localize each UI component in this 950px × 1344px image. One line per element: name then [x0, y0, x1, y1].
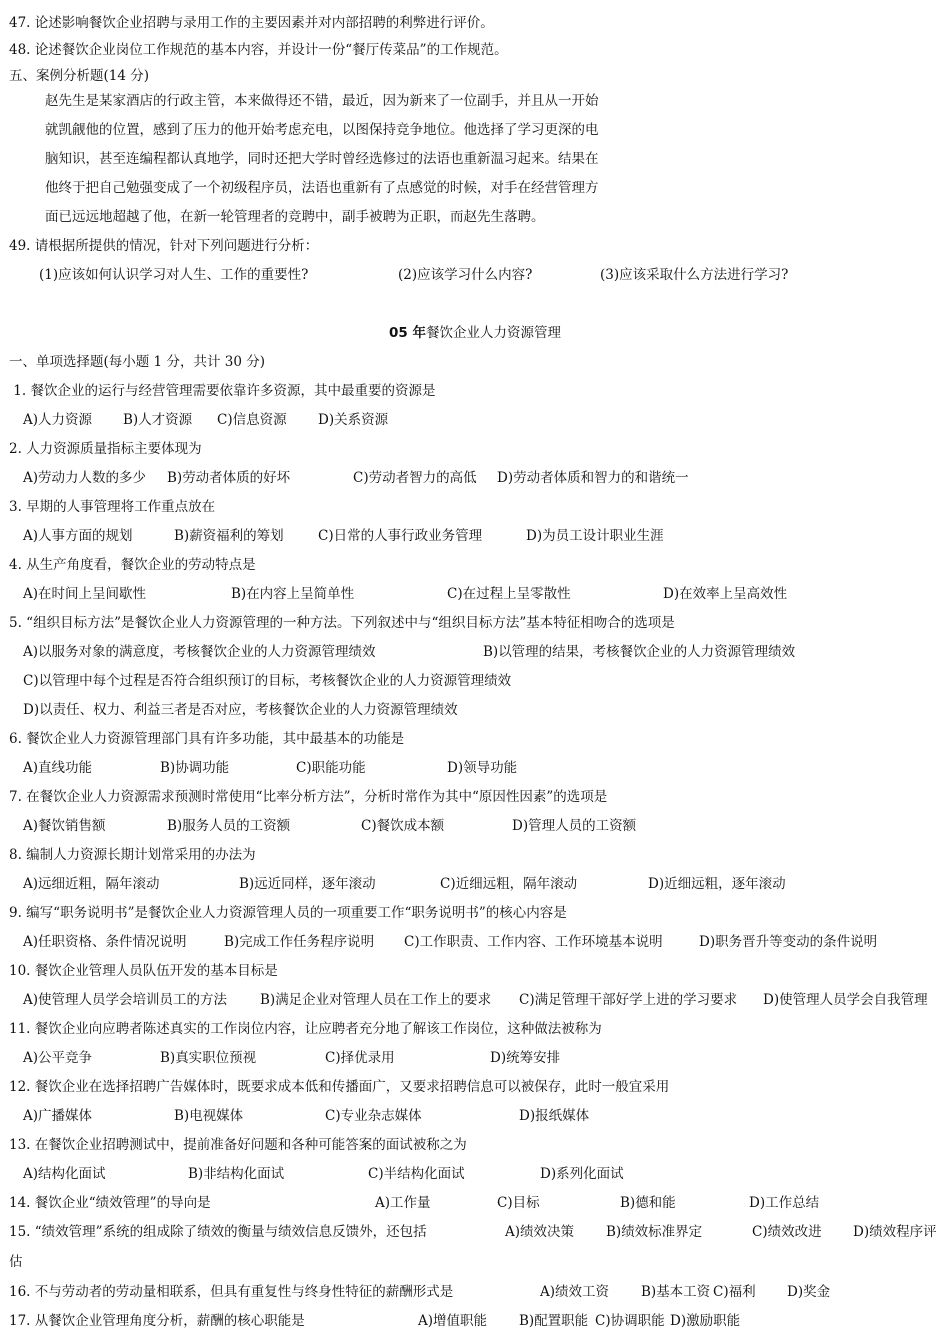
section-1-heading: 一、单项选择题(每小题 1 分，共计 30 分): [9, 354, 265, 370]
question-47: 47. 论述影响餐饮企业招聘与录用工作的主要因素并对内部招聘的利弊进行评价。: [9, 15, 494, 31]
option: A)绩效工资: [540, 1284, 610, 1300]
question: 1. 餐饮企业的运行与经营管理需要依靠许多资源，其中最重要的资源是: [9, 383, 436, 399]
option: A)远细近粗，隔年滚动: [23, 876, 160, 892]
option: D)报纸媒体: [519, 1108, 590, 1124]
option: D)统筹安排: [490, 1050, 561, 1066]
option: A)人力资源: [23, 412, 93, 428]
option: A)增值职能: [418, 1313, 488, 1329]
option: D)奖金: [787, 1284, 831, 1300]
option: D)职务晋升等变动的条件说明: [699, 934, 878, 950]
option: D)劳动者体质和智力的和谐统一: [497, 470, 689, 486]
option: C)在过程上呈零散性: [447, 586, 571, 602]
question: 2. 人力资源质量指标主要体现为: [9, 441, 202, 457]
option: D)以责任、权力、利益三者是否对应，考核餐饮企业的人力资源管理绩效: [23, 702, 458, 718]
option: A)以服务对象的满意度，考核餐饮企业的人力资源管理绩效: [23, 644, 376, 660]
option: D)为员工设计职业生涯: [526, 528, 664, 544]
option: A)工作量: [375, 1195, 431, 1211]
question: 5. “组织目标方法”是餐饮企业人力资源管理的一种方法。下列叙述中与“组织目标方法”基本特征相吻合的选项是: [9, 615, 675, 631]
option: A)劳动力人数的多少: [23, 470, 147, 486]
question: 4. 从生产角度看，餐饮企业的劳动特点是: [9, 557, 256, 573]
question: 8. 编制人力资源长期计划常采用的办法为: [9, 847, 256, 863]
option: B)满足企业对管理人员在工作上的要求: [260, 992, 492, 1008]
case-text-line: 就凯觎他的位置，感到了压力的他开始考虑充电，以图保持竞争地位。他选择了学习更深的电: [45, 122, 599, 138]
option: C)劳动者智力的高低: [353, 470, 477, 486]
question: 15. “绩效管理”系统的组成除了绩效的衡量与绩效信息反馈外，还包括: [9, 1224, 427, 1240]
exam-year: 05 年: [389, 325, 426, 341]
option: B)完成工作任务程序说明: [224, 934, 375, 950]
option: B)协调功能: [160, 760, 230, 776]
exam-name: 餐饮企业人力资源管理: [426, 325, 561, 341]
option: D)系列化面试: [540, 1166, 624, 1182]
question-48: 48. 论述餐饮企业岗位工作规范的基本内容，并设计一份“餐厅传菜品”的工作规范。: [9, 42, 508, 58]
option: D)工作总结: [749, 1195, 820, 1211]
option-continuation: 估: [9, 1254, 23, 1270]
option: B)真实职位预视: [160, 1050, 257, 1066]
exam-title: [0, 324, 950, 342]
section-5-heading: 五、案例分析题(14 分): [9, 68, 150, 84]
option: D)近细远粗，逐年滚动: [648, 876, 786, 892]
option: C)以管理中每个过程是否符合组织预订的目标，考核餐饮企业的人力资源管理绩效: [23, 673, 512, 689]
option: C)日常的人事行政业务管理: [318, 528, 483, 544]
option: C)目标: [497, 1195, 540, 1211]
option: B)劳动者体质的好坏: [167, 470, 291, 486]
case-text-line: 他终于把自己勉强变成了一个初级程序员，法语也重新有了点感觉的时候，对手在经营管理方: [45, 180, 599, 196]
question: 17. 从餐饮企业管理角度分析，薪酬的核心职能是: [9, 1313, 305, 1329]
option: B)配置职能: [519, 1313, 589, 1329]
option: A)广播媒体: [23, 1108, 93, 1124]
option: D)领导功能: [447, 760, 518, 776]
question: 14. 餐饮企业“绩效管理”的导向是: [9, 1195, 211, 1211]
option: C)半结构化面试: [368, 1166, 465, 1182]
case-text-line: 脑知识，甚至连编程都认真地学，同时还把大学时曾经选修过的法语也重新温习起来。结果在: [45, 151, 599, 167]
option: D)在效率上呈高效性: [663, 586, 788, 602]
question: 3. 早期的人事管理将工作重点放在: [9, 499, 216, 515]
q49-part-2: (2)应该学习什么内容?: [398, 267, 533, 283]
option: D)激励职能: [670, 1313, 741, 1329]
option: A)绩效决策: [505, 1224, 575, 1240]
option: B)以管理的结果，考核餐饮企业的人力资源管理绩效: [483, 644, 796, 660]
q49-part-1: (1)应该如何认识学习对人生、工作的重要性?: [39, 267, 309, 283]
option: C)择优录用: [325, 1050, 395, 1066]
option: B)服务人员的工资额: [167, 818, 291, 834]
option: C)绩效改进: [752, 1224, 822, 1240]
option: D)绩效程序评: [853, 1224, 937, 1240]
option: B)绩效标准界定: [606, 1224, 703, 1240]
option: C)餐饮成本额: [361, 818, 445, 834]
option: B)德和能: [620, 1195, 676, 1211]
option: A)直线功能: [23, 760, 93, 776]
option: C)福利: [713, 1284, 756, 1300]
option: B)在内容上呈简单性: [231, 586, 355, 602]
option: A)公平竞争: [23, 1050, 93, 1066]
option: A)人事方面的规划: [23, 528, 133, 544]
question: 13. 在餐饮企业招聘测试中，提前准备好问题和各种可能答案的面试被称之为: [9, 1137, 467, 1153]
option: C)满足管理干部好学上进的学习要求: [519, 992, 738, 1008]
option: A)餐饮销售额: [23, 818, 106, 834]
option: D)关系资源: [318, 412, 389, 428]
option: A)结构化面试: [23, 1166, 106, 1182]
case-text-line: 赵先生是某家酒店的行政主管，本来做得还不错，最近，因为新来了一位副手，并且从一开始: [45, 93, 599, 109]
question: 7. 在餐饮企业人力资源需求预测时常使用“比率分析方法”，分析时常作为其中“原因性因素”的选项是: [9, 789, 608, 805]
option: B)人才资源: [123, 412, 193, 428]
option: C)协调职能: [595, 1313, 665, 1329]
option: B)薪资福利的筹划: [174, 528, 284, 544]
option: C)近细远粗，隔年滚动: [440, 876, 578, 892]
question: 9. 编写“职务说明书”是餐饮企业人力资源管理人员的一项重要工作“职务说明书”的核心内容是: [9, 905, 567, 921]
option: B)非结构化面试: [188, 1166, 285, 1182]
option: C)信息资源: [217, 412, 287, 428]
option: D)使管理人员学会自我管理: [763, 992, 928, 1008]
option: C)专业杂志媒体: [325, 1108, 422, 1124]
option: C)职能功能: [296, 760, 366, 776]
case-text-line: 面已远远地超越了他，在新一轮管理者的竞聘中，副手被聘为正职，而赵先生落聘。: [45, 209, 545, 225]
question: 11. 餐饮企业向应聘者陈述真实的工作岗位内容，让应聘者充分地了解该工作岗位，这种做法被称为: [9, 1021, 602, 1037]
option: C)工作职责、工作内容、工作环境基本说明: [404, 934, 663, 950]
option: A)在时间上呈间歇性: [23, 586, 147, 602]
question: 12. 餐饮企业在选择招聘广告媒体时，既要求成本低和传播面广，又要求招聘信息可以被保存，此时一般宜采用: [9, 1079, 670, 1095]
option: A)任职资格、条件情况说明: [23, 934, 187, 950]
option: B)远近同样，逐年滚动: [239, 876, 376, 892]
option: A)使管理人员学会培训员工的方法: [23, 992, 228, 1008]
q49-part-3: (3)应该采取什么方法进行学习?: [600, 267, 789, 283]
question: 6. 餐饮企业人力资源管理部门具有许多功能，其中最基本的功能是: [9, 731, 405, 747]
option: D)管理人员的工资额: [512, 818, 637, 834]
question-49: 49. 请根据所提供的情况，针对下列问题进行分析：: [9, 238, 319, 254]
question: 10. 餐饮企业管理人员队伍开发的基本目标是: [9, 963, 278, 979]
option: B)电视媒体: [174, 1108, 244, 1124]
question: 16. 不与劳动者的劳动量相联系，但具有重复性与终身性特征的薪酬形式是: [9, 1284, 454, 1300]
option: B)基本工资: [641, 1284, 711, 1300]
